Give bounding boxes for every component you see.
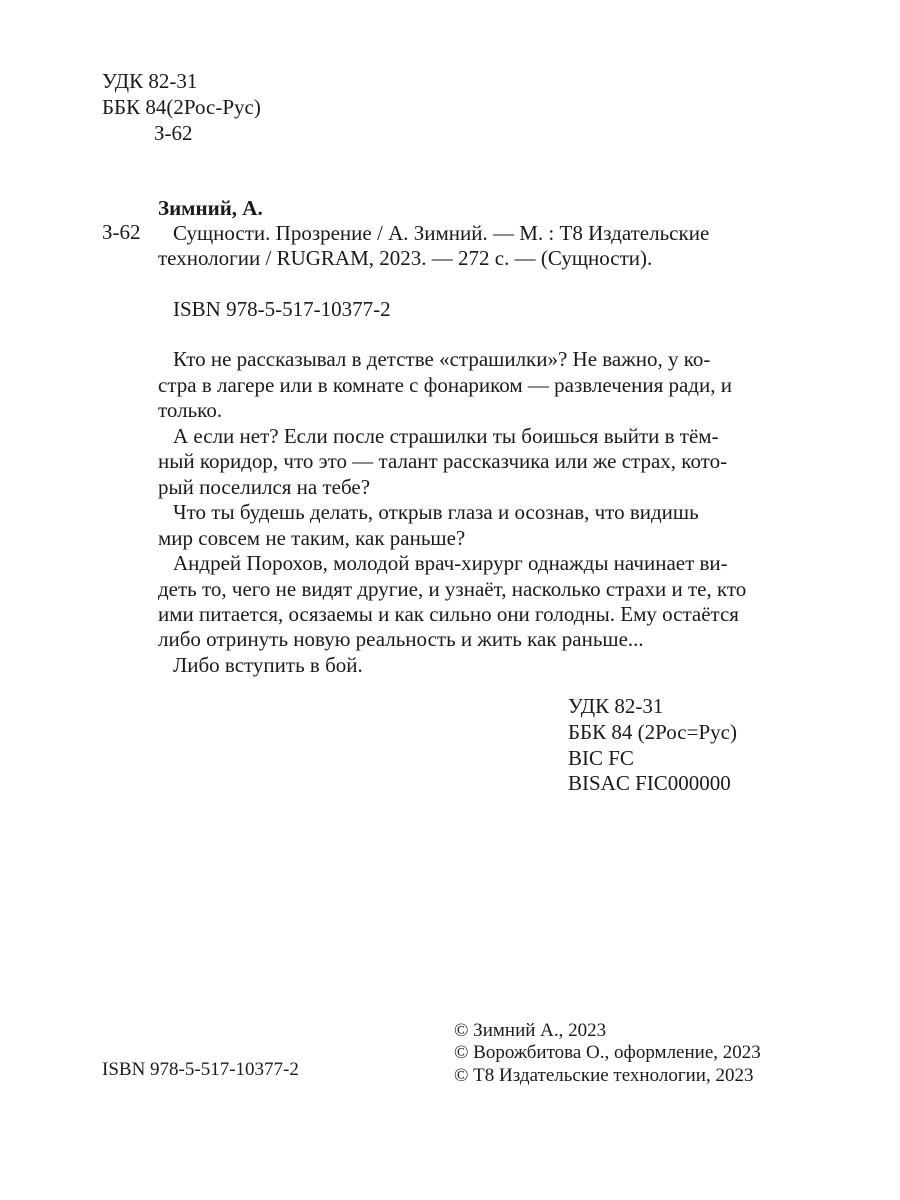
top-udk: УДК 82-31 bbox=[102, 69, 198, 93]
annotation-line-11: ими питается, осязаемы и как сильно они голодны. Ему остаётся bbox=[158, 602, 739, 626]
annotation-line-4: А если нет? Если после страшилки ты боишься выйти в тём- bbox=[173, 424, 719, 448]
record-author: Зимний, А. bbox=[158, 196, 263, 220]
annotation-line-6: рый поселился на тебе? bbox=[158, 475, 371, 499]
record-author-mark: З-62 bbox=[102, 220, 141, 244]
bottom-udk: УДК 82-31 bbox=[568, 694, 664, 718]
bottom-bbk: ББК 84 (2Рос=Рус) bbox=[568, 720, 737, 744]
footer-copyright-design: © Ворожбитова О., оформление, 2023 bbox=[454, 1042, 761, 1063]
annotation-line-7: Что ты будешь делать, открыв глаза и осознав, что видишь bbox=[173, 500, 699, 524]
footer-isbn: ISBN 978-5-517-10377-2 bbox=[102, 1059, 299, 1080]
bottom-bic: BIC FC bbox=[568, 746, 634, 770]
record-description-line1: Сущности. Прозрение / А. Зимний. — М. : Т8 Издательские bbox=[173, 221, 710, 245]
annotation-line-13: Либо вступить в бой. bbox=[173, 653, 363, 677]
annotation-line-1: Кто не рассказывал в детстве «страшилки»? Не важно, у ко- bbox=[173, 347, 711, 371]
footer-copyright-publisher: © Т8 Издательские технологии, 2023 bbox=[454, 1065, 754, 1086]
footer-copyright-author: © Зимний А., 2023 bbox=[454, 1020, 607, 1041]
record-description-line2: технологии / RUGRAM, 2023. — 272 с. — (Сущности). bbox=[158, 246, 653, 270]
annotation-line-3: только. bbox=[158, 398, 223, 422]
annotation-line-12: либо отринуть новую реальность и жить как раньше... bbox=[158, 627, 644, 651]
annotation-line-10: деть то, чего не видят другие, и узнаёт, насколько страхи и те, кто bbox=[158, 577, 747, 601]
annotation-line-2: стра в лагере или в комнате с фонариком — развлечения ради, и bbox=[158, 373, 732, 397]
annotation-line-5: ный коридор, что это — талант рассказчика или же страх, кото- bbox=[158, 449, 728, 473]
record-isbn: ISBN 978-5-517-10377-2 bbox=[173, 297, 391, 321]
bottom-bisac: BISAC FIC000000 bbox=[568, 771, 731, 795]
top-bbk: ББК 84(2Рос-Рус) bbox=[102, 95, 261, 119]
annotation-line-8: мир совсем не таким, как раньше? bbox=[158, 526, 466, 550]
annotation-line-9: Андрей Порохов, молодой врач-хирург однажды начинает ви- bbox=[173, 551, 728, 575]
top-author-mark: З-62 bbox=[154, 121, 193, 145]
